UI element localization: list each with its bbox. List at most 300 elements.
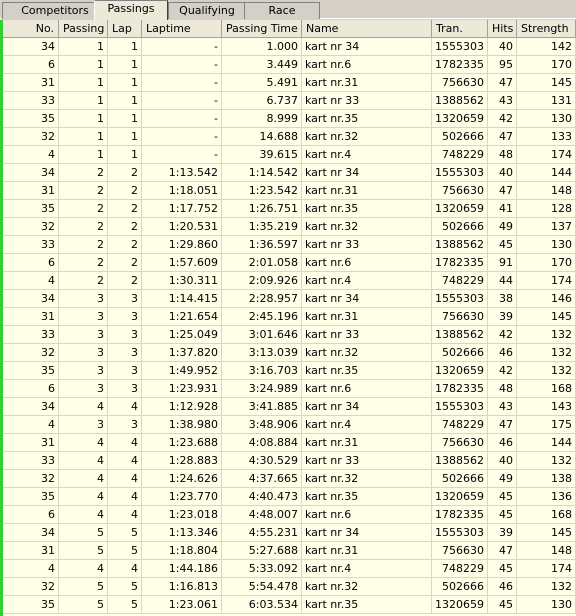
cell-laptime: 1:16.813 xyxy=(142,578,222,596)
cell-laptime: 1:49.952 xyxy=(142,362,222,380)
cell-passing-time: 1:35.219 xyxy=(222,218,302,236)
cell-lap: 2 xyxy=(108,200,142,218)
cell-name: kart nr.31 xyxy=(302,74,432,92)
cell-passing-time: 6:03.534 xyxy=(222,596,302,614)
cell-strength: 168 xyxy=(517,380,576,398)
cell-laptime: 1:38.980 xyxy=(142,416,222,434)
cell-laptime: 1:18.804 xyxy=(142,542,222,560)
cell-strength: 174 xyxy=(517,146,576,164)
cell-no: 31 xyxy=(0,542,59,560)
cell-laptime: 1:44.186 xyxy=(142,560,222,578)
cell-name: kart nr 34 xyxy=(302,290,432,308)
cell-hits: 49 xyxy=(488,470,517,488)
cell-strength: 132 xyxy=(517,578,576,596)
cell-lap: 4 xyxy=(108,506,142,524)
table-row[interactable] xyxy=(0,110,576,128)
cell-passing: 4 xyxy=(59,560,108,578)
cell-laptime: 1:18.051 xyxy=(142,182,222,200)
passings-table xyxy=(0,20,576,616)
selection-indicator xyxy=(0,20,3,616)
tab-bar xyxy=(0,0,576,20)
table-row[interactable] xyxy=(0,128,576,146)
table-row[interactable] xyxy=(0,254,576,272)
cell-no: 35 xyxy=(0,488,59,506)
cell-name: kart nr.6 xyxy=(302,380,432,398)
cell-passing: 1 xyxy=(59,110,108,128)
cell-passing: 1 xyxy=(59,74,108,92)
cell-hits: 40 xyxy=(488,452,517,470)
cell-passing: 2 xyxy=(59,272,108,290)
cell-passing: 4 xyxy=(59,452,108,470)
cell-laptime: 1:23.770 xyxy=(142,488,222,506)
cell-laptime: - xyxy=(142,110,222,128)
table-row[interactable] xyxy=(0,344,576,362)
cell-strength: 174 xyxy=(517,560,576,578)
cell-strength: 132 xyxy=(517,362,576,380)
cell-passing: 2 xyxy=(59,164,108,182)
table-row[interactable] xyxy=(0,452,576,470)
column-header-passing-time[interactable]: Passing Time xyxy=(222,20,302,38)
cell-laptime: 1:37.820 xyxy=(142,344,222,362)
cell-tran: 1555303 xyxy=(432,398,488,416)
cell-lap: 1 xyxy=(108,146,142,164)
cell-passing-time: 3:13.039 xyxy=(222,344,302,362)
cell-no: 32 xyxy=(0,128,59,146)
cell-no: 32 xyxy=(0,218,59,236)
cell-no: 34 xyxy=(0,164,59,182)
cell-passing: 5 xyxy=(59,524,108,542)
cell-passing-time: 3:24.989 xyxy=(222,380,302,398)
cell-passing: 5 xyxy=(59,578,108,596)
cell-no: 35 xyxy=(0,200,59,218)
cell-hits: 42 xyxy=(488,326,517,344)
column-header-strength[interactable]: Strength xyxy=(517,20,576,38)
cell-no: 34 xyxy=(0,290,59,308)
cell-strength: 133 xyxy=(517,128,576,146)
cell-lap: 4 xyxy=(108,398,142,416)
cell-hits: 41 xyxy=(488,200,517,218)
cell-tran: 1782335 xyxy=(432,254,488,272)
cell-passing-time: 3:01.646 xyxy=(222,326,302,344)
cell-name: kart nr.32 xyxy=(302,218,432,236)
cell-tran: 1555303 xyxy=(432,164,488,182)
column-header-lap[interactable]: Lap xyxy=(108,20,142,38)
cell-passing: 4 xyxy=(59,506,108,524)
cell-hits: 43 xyxy=(488,92,517,110)
cell-hits: 49 xyxy=(488,218,517,236)
table-row[interactable] xyxy=(0,236,576,254)
cell-name: kart nr.4 xyxy=(302,146,432,164)
cell-name: kart nr.6 xyxy=(302,506,432,524)
cell-no: 4 xyxy=(0,146,59,164)
cell-name: kart nr 34 xyxy=(302,524,432,542)
cell-hits: 47 xyxy=(488,182,517,200)
cell-strength: 136 xyxy=(517,488,576,506)
column-header-tran[interactable]: Tran. xyxy=(432,20,488,38)
cell-passing: 3 xyxy=(59,290,108,308)
cell-no: 34 xyxy=(0,398,59,416)
cell-passing: 4 xyxy=(59,488,108,506)
cell-tran: 748229 xyxy=(432,146,488,164)
cell-tran: 1388562 xyxy=(432,236,488,254)
cell-strength: 138 xyxy=(517,470,576,488)
column-header-no[interactable]: No. xyxy=(0,20,59,38)
cell-tran: 1320659 xyxy=(432,596,488,614)
cell-tran: 756630 xyxy=(432,308,488,326)
table-row[interactable] xyxy=(0,164,576,182)
cell-hits: 46 xyxy=(488,434,517,452)
cell-name: kart nr 34 xyxy=(302,398,432,416)
cell-no: 6 xyxy=(0,380,59,398)
cell-laptime: 1:28.883 xyxy=(142,452,222,470)
cell-hits: 47 xyxy=(488,128,517,146)
cell-passing-time: 2:01.058 xyxy=(222,254,302,272)
table-row[interactable] xyxy=(0,488,576,506)
cell-passing: 3 xyxy=(59,308,108,326)
cell-laptime: 1:23.018 xyxy=(142,506,222,524)
cell-passing-time: 5.491 xyxy=(222,74,302,92)
cell-name: kart nr.35 xyxy=(302,110,432,128)
cell-laptime: - xyxy=(142,128,222,146)
cell-passing: 1 xyxy=(59,56,108,74)
cell-tran: 1782335 xyxy=(432,56,488,74)
cell-passing-time: 4:30.529 xyxy=(222,452,302,470)
cell-tran: 502666 xyxy=(432,344,488,362)
cell-lap: 3 xyxy=(108,380,142,398)
cell-passing-time: 1:36.597 xyxy=(222,236,302,254)
cell-tran: 502666 xyxy=(432,578,488,596)
cell-strength: 175 xyxy=(517,416,576,434)
cell-lap: 3 xyxy=(108,290,142,308)
cell-hits: 47 xyxy=(488,74,517,92)
cell-passing-time: 39.615 xyxy=(222,146,302,164)
tab-competitors[interactable]: Competitors xyxy=(2,2,108,19)
cell-no: 34 xyxy=(0,38,59,56)
cell-tran: 502666 xyxy=(432,218,488,236)
cell-passing-time: 1:14.542 xyxy=(222,164,302,182)
table-row[interactable] xyxy=(0,416,576,434)
cell-strength: 148 xyxy=(517,542,576,560)
cell-no: 35 xyxy=(0,596,59,614)
cell-lap: 5 xyxy=(108,542,142,560)
cell-passing-time: 3:48.906 xyxy=(222,416,302,434)
cell-passing-time: 8.999 xyxy=(222,110,302,128)
table-row[interactable] xyxy=(0,218,576,236)
cell-no: 32 xyxy=(0,578,59,596)
table-row[interactable] xyxy=(0,398,576,416)
cell-lap: 2 xyxy=(108,272,142,290)
cell-passing-time: 3.449 xyxy=(222,56,302,74)
tab-passings[interactable]: Passings xyxy=(94,0,168,20)
cell-name: kart nr.4 xyxy=(302,416,432,434)
cell-strength: 145 xyxy=(517,308,576,326)
cell-hits: 48 xyxy=(488,146,517,164)
cell-laptime: - xyxy=(142,146,222,164)
cell-lap: 3 xyxy=(108,416,142,434)
cell-passing-time: 4:40.473 xyxy=(222,488,302,506)
cell-strength: 142 xyxy=(517,38,576,56)
cell-lap: 1 xyxy=(108,128,142,146)
cell-laptime: 1:13.346 xyxy=(142,524,222,542)
cell-strength: 130 xyxy=(517,596,576,614)
column-header-name[interactable]: Name xyxy=(302,20,432,38)
cell-hits: 40 xyxy=(488,164,517,182)
cell-lap: 1 xyxy=(108,110,142,128)
cell-tran: 1782335 xyxy=(432,506,488,524)
cell-tran: 1388562 xyxy=(432,92,488,110)
cell-hits: 45 xyxy=(488,560,517,578)
cell-passing-time: 1:23.542 xyxy=(222,182,302,200)
table-row[interactable] xyxy=(0,542,576,560)
column-header-laptime[interactable]: Laptime xyxy=(142,20,222,38)
cell-passing: 1 xyxy=(59,128,108,146)
cell-name: kart nr.32 xyxy=(302,128,432,146)
cell-no: 4 xyxy=(0,416,59,434)
cell-passing-time: 2:28.957 xyxy=(222,290,302,308)
cell-passing-time: 5:27.688 xyxy=(222,542,302,560)
cell-tran: 1320659 xyxy=(432,110,488,128)
cell-strength: 128 xyxy=(517,200,576,218)
cell-passing: 3 xyxy=(59,416,108,434)
table-row[interactable] xyxy=(0,74,576,92)
cell-name: kart nr.35 xyxy=(302,200,432,218)
cell-laptime: 1:23.931 xyxy=(142,380,222,398)
cell-no: 35 xyxy=(0,110,59,128)
cell-name: kart nr.31 xyxy=(302,182,432,200)
cell-tran: 1555303 xyxy=(432,38,488,56)
cell-hits: 48 xyxy=(488,380,517,398)
table-row[interactable] xyxy=(0,362,576,380)
cell-no: 4 xyxy=(0,560,59,578)
cell-no: 31 xyxy=(0,308,59,326)
cell-lap: 1 xyxy=(108,92,142,110)
cell-laptime: 1:23.061 xyxy=(142,596,222,614)
cell-laptime: 1:30.311 xyxy=(142,272,222,290)
cell-passing: 5 xyxy=(59,542,108,560)
cell-name: kart nr.32 xyxy=(302,578,432,596)
cell-lap: 5 xyxy=(108,578,142,596)
cell-tran: 756630 xyxy=(432,74,488,92)
cell-name: kart nr 34 xyxy=(302,164,432,182)
cell-strength: 146 xyxy=(517,290,576,308)
cell-strength: 132 xyxy=(517,326,576,344)
cell-passing: 2 xyxy=(59,218,108,236)
table-row[interactable] xyxy=(0,38,576,56)
cell-lap: 2 xyxy=(108,218,142,236)
cell-lap: 4 xyxy=(108,470,142,488)
cell-hits: 45 xyxy=(488,236,517,254)
cell-tran: 1555303 xyxy=(432,524,488,542)
cell-lap: 1 xyxy=(108,56,142,74)
table-row[interactable] xyxy=(0,434,576,452)
cell-passing-time: 4:08.884 xyxy=(222,434,302,452)
cell-lap: 4 xyxy=(108,452,142,470)
cell-passing: 4 xyxy=(59,470,108,488)
cell-lap: 4 xyxy=(108,560,142,578)
cell-name: kart nr.4 xyxy=(302,272,432,290)
cell-tran: 1388562 xyxy=(432,452,488,470)
cell-no: 33 xyxy=(0,326,59,344)
cell-lap: 3 xyxy=(108,308,142,326)
cell-passing-time: 5:54.478 xyxy=(222,578,302,596)
cell-passing: 4 xyxy=(59,434,108,452)
cell-no: 32 xyxy=(0,344,59,362)
cell-lap: 3 xyxy=(108,362,142,380)
cell-strength: 144 xyxy=(517,164,576,182)
cell-laptime: - xyxy=(142,74,222,92)
cell-passing: 2 xyxy=(59,254,108,272)
cell-name: kart nr.35 xyxy=(302,596,432,614)
cell-passing-time: 1.000 xyxy=(222,38,302,56)
cell-name: kart nr.31 xyxy=(302,542,432,560)
cell-laptime: 1:21.654 xyxy=(142,308,222,326)
cell-lap: 2 xyxy=(108,164,142,182)
column-header-passing[interactable]: Passing xyxy=(59,20,108,38)
cell-passing: 2 xyxy=(59,200,108,218)
cell-tran: 1782335 xyxy=(432,380,488,398)
cell-tran: 1388562 xyxy=(432,326,488,344)
cell-passing: 2 xyxy=(59,182,108,200)
cell-name: kart nr 33 xyxy=(302,452,432,470)
cell-name: kart nr 33 xyxy=(302,236,432,254)
cell-laptime: 1:57.609 xyxy=(142,254,222,272)
cell-passing: 3 xyxy=(59,326,108,344)
cell-tran: 748229 xyxy=(432,272,488,290)
table-row[interactable] xyxy=(0,470,576,488)
cell-passing: 3 xyxy=(59,362,108,380)
table-row[interactable] xyxy=(0,200,576,218)
tab-race[interactable]: Race xyxy=(244,2,320,19)
cell-hits: 46 xyxy=(488,578,517,596)
cell-passing-time: 3:41.885 xyxy=(222,398,302,416)
cell-passing-time: 4:55.231 xyxy=(222,524,302,542)
cell-name: kart nr.31 xyxy=(302,308,432,326)
cell-lap: 1 xyxy=(108,74,142,92)
cell-strength: 144 xyxy=(517,434,576,452)
cell-laptime: - xyxy=(142,38,222,56)
cell-no: 6 xyxy=(0,506,59,524)
cell-strength: 174 xyxy=(517,272,576,290)
cell-no: 33 xyxy=(0,452,59,470)
cell-hits: 45 xyxy=(488,506,517,524)
cell-lap: 3 xyxy=(108,344,142,362)
cell-name: kart nr 33 xyxy=(302,92,432,110)
cell-passing-time: 5:33.092 xyxy=(222,560,302,578)
cell-laptime: 1:12.928 xyxy=(142,398,222,416)
cell-lap: 2 xyxy=(108,182,142,200)
cell-lap: 3 xyxy=(108,326,142,344)
cell-tran: 1320659 xyxy=(432,362,488,380)
cell-hits: 47 xyxy=(488,542,517,560)
cell-no: 6 xyxy=(0,56,59,74)
cell-name: kart nr.32 xyxy=(302,470,432,488)
table-row[interactable] xyxy=(0,326,576,344)
tab-qualifying[interactable]: Qualifying xyxy=(168,2,246,19)
cell-laptime: - xyxy=(142,56,222,74)
cell-no: 31 xyxy=(0,182,59,200)
cell-no: 4 xyxy=(0,272,59,290)
cell-strength: 145 xyxy=(517,524,576,542)
cell-hits: 47 xyxy=(488,416,517,434)
table-row[interactable] xyxy=(0,506,576,524)
cell-passing: 1 xyxy=(59,38,108,56)
cell-hits: 39 xyxy=(488,308,517,326)
cell-strength: 148 xyxy=(517,182,576,200)
table-row[interactable] xyxy=(0,308,576,326)
cell-passing: 3 xyxy=(59,344,108,362)
cell-strength: 143 xyxy=(517,398,576,416)
cell-name: kart nr 34 xyxy=(302,38,432,56)
cell-no: 31 xyxy=(0,74,59,92)
cell-lap: 2 xyxy=(108,236,142,254)
cell-strength: 132 xyxy=(517,344,576,362)
table-row[interactable] xyxy=(0,56,576,74)
cell-name: kart nr.35 xyxy=(302,488,432,506)
cell-laptime: 1:25.049 xyxy=(142,326,222,344)
cell-no: 31 xyxy=(0,434,59,452)
cell-laptime: 1:20.531 xyxy=(142,218,222,236)
cell-lap: 1 xyxy=(108,38,142,56)
cell-strength: 170 xyxy=(517,56,576,74)
table-row[interactable] xyxy=(0,290,576,308)
table-row[interactable] xyxy=(0,560,576,578)
cell-laptime: 1:14.415 xyxy=(142,290,222,308)
cell-strength: 131 xyxy=(517,92,576,110)
cell-hits: 42 xyxy=(488,362,517,380)
cell-hits: 42 xyxy=(488,110,517,128)
cell-passing-time: 1:26.751 xyxy=(222,200,302,218)
cell-no: 33 xyxy=(0,236,59,254)
cell-strength: 168 xyxy=(517,506,576,524)
cell-name: kart nr.31 xyxy=(302,434,432,452)
table-row[interactable] xyxy=(0,92,576,110)
cell-laptime: 1:17.752 xyxy=(142,200,222,218)
table-row[interactable] xyxy=(0,596,576,614)
cell-tran: 502666 xyxy=(432,128,488,146)
table-row[interactable] xyxy=(0,380,576,398)
cell-hits: 46 xyxy=(488,344,517,362)
cell-passing: 3 xyxy=(59,380,108,398)
table-row[interactable] xyxy=(0,272,576,290)
table-row[interactable] xyxy=(0,182,576,200)
cell-hits: 45 xyxy=(488,596,517,614)
cell-tran: 756630 xyxy=(432,434,488,452)
cell-tran: 1320659 xyxy=(432,488,488,506)
cell-passing-time: 6.737 xyxy=(222,92,302,110)
cell-passing-time: 2:09.926 xyxy=(222,272,302,290)
cell-laptime: 1:29.860 xyxy=(142,236,222,254)
cell-no: 6 xyxy=(0,254,59,272)
cell-name: kart nr.6 xyxy=(302,254,432,272)
cell-hits: 91 xyxy=(488,254,517,272)
cell-name: kart nr.35 xyxy=(302,362,432,380)
cell-hits: 43 xyxy=(488,398,517,416)
cell-no: 35 xyxy=(0,362,59,380)
cell-strength: 130 xyxy=(517,236,576,254)
cell-lap: 5 xyxy=(108,524,142,542)
table-row[interactable] xyxy=(0,524,576,542)
table-row[interactable] xyxy=(0,146,576,164)
cell-passing: 1 xyxy=(59,146,108,164)
cell-passing: 2 xyxy=(59,236,108,254)
cell-passing: 4 xyxy=(59,398,108,416)
cell-passing-time: 3:16.703 xyxy=(222,362,302,380)
cell-tran: 748229 xyxy=(432,560,488,578)
table-row[interactable] xyxy=(0,578,576,596)
cell-tran: 748229 xyxy=(432,416,488,434)
column-header-hits[interactable]: Hits xyxy=(488,20,517,38)
cell-lap: 4 xyxy=(108,434,142,452)
